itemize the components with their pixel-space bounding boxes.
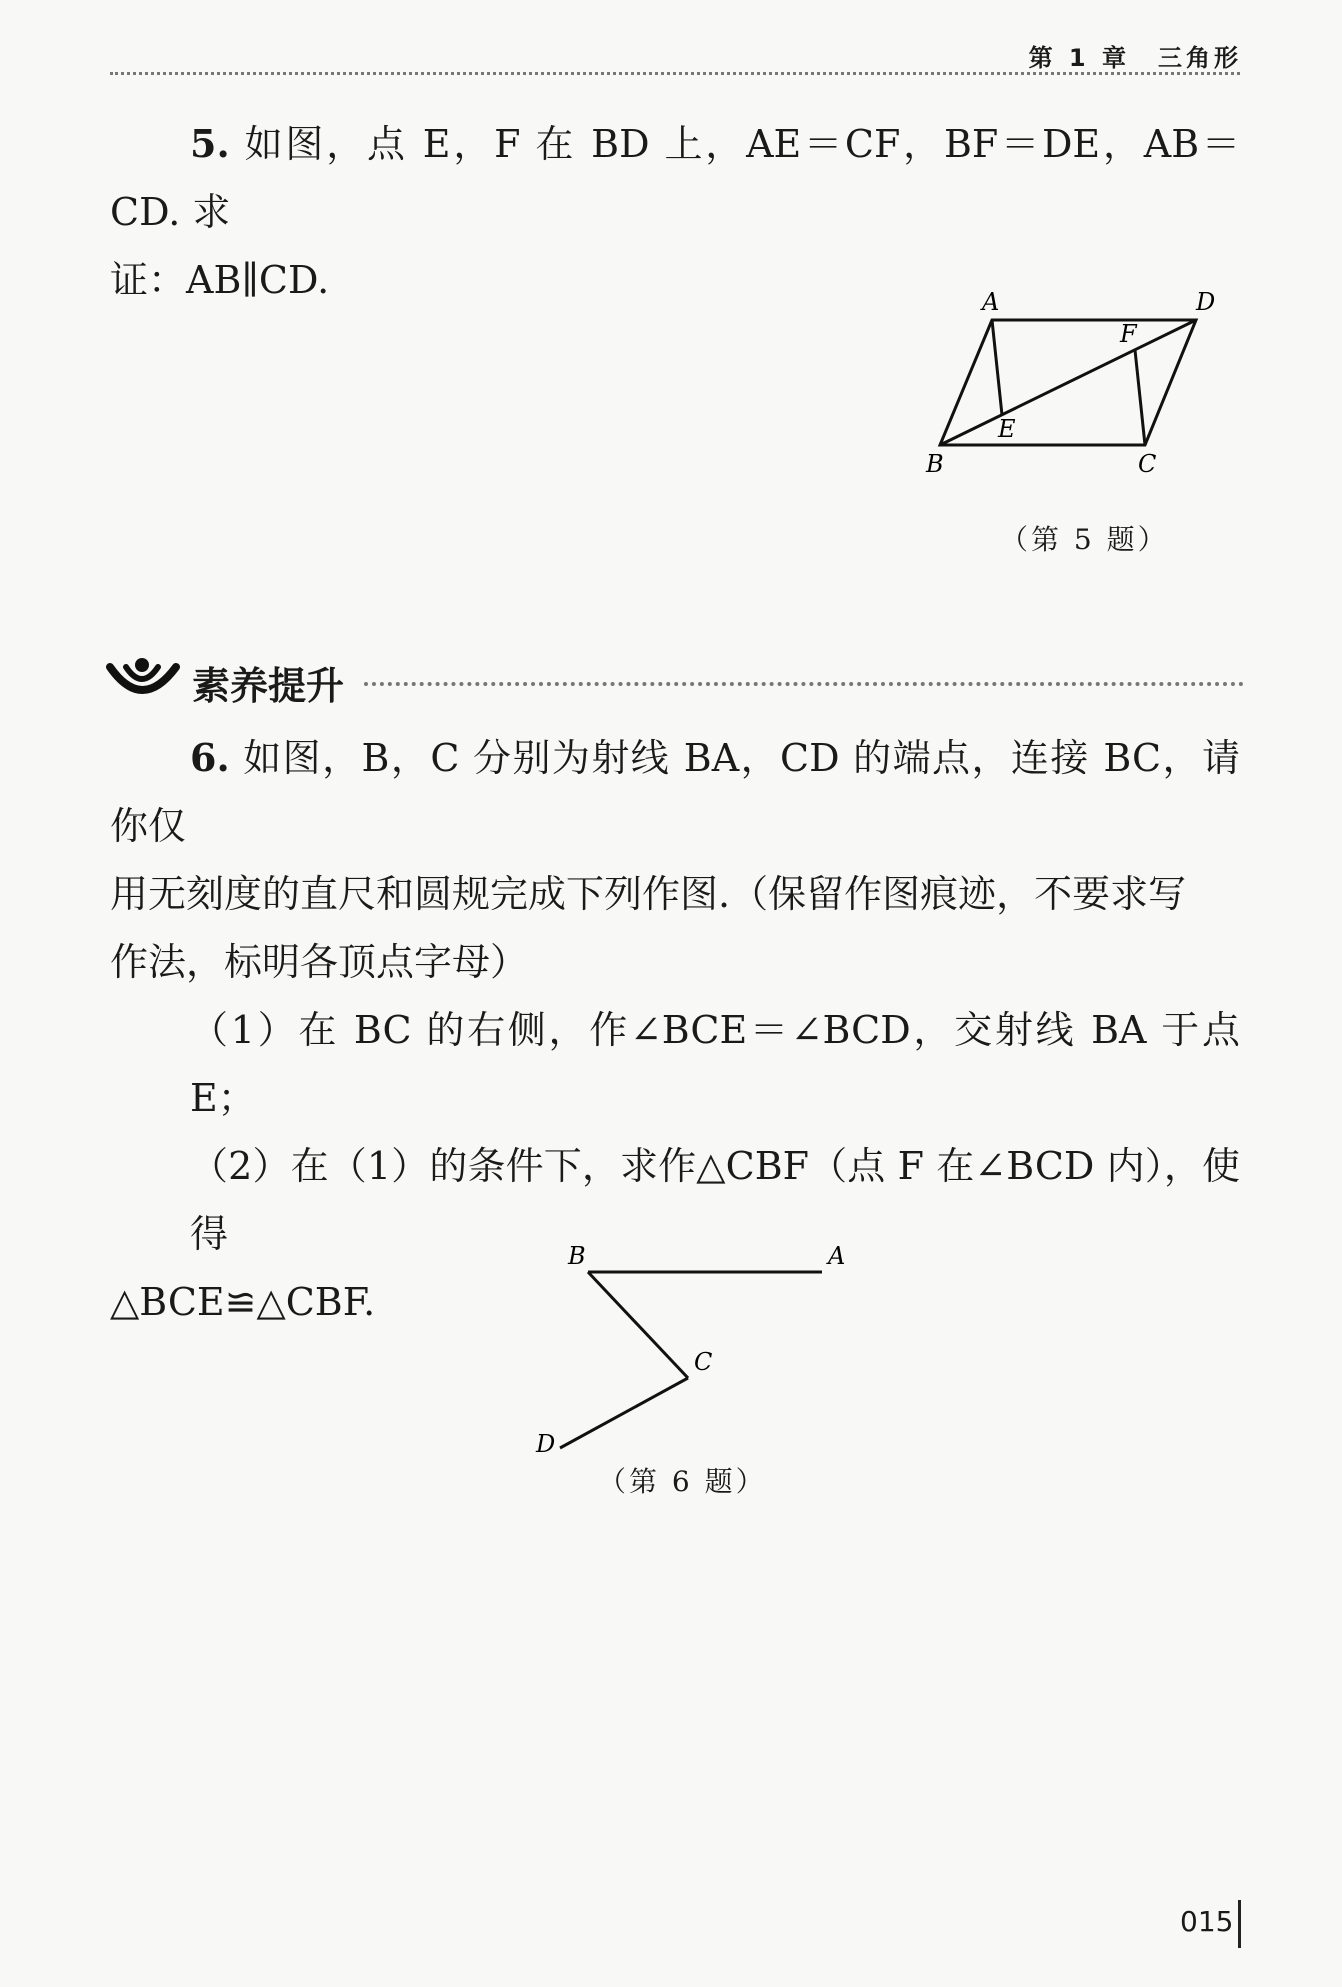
ray-cd [560,1378,688,1448]
label-c: C [1138,450,1157,478]
question-6-number: 6. [190,735,230,780]
page-number: 015 [1180,1905,1234,1938]
chapter-header: 第 1 章 三角形 [1028,44,1242,72]
section-title: 素养提升 [192,664,345,708]
eye-smile-icon [104,655,182,703]
label-d: D [1196,288,1216,316]
section-heading [104,655,1244,708]
figure-6 [520,1230,860,1460]
label-a: A [982,288,1000,316]
label-e: E [998,415,1016,443]
segment-bd [940,320,1196,445]
question-6-part-1: （1）在 BC 的右侧，作∠BCE＝∠BCD，交射线 BA 于点 E； [190,1008,1240,1120]
segment-bc [588,1272,688,1378]
question-5-number: 5. [190,121,230,166]
question-6-line-3: 作法，标明各顶点字母） [110,940,529,984]
header-rule [110,72,1240,75]
segment-cf [1135,350,1145,445]
label-a: A [828,1242,846,1270]
question-6-line-1: 如图，B，C 分别为射线 BA，CD 的端点，连接 BC，请你仅 [110,736,1240,848]
label-b: B [568,1242,586,1270]
label-f: F [1120,320,1137,348]
figure-6-caption: （第 6 题） [598,1465,767,1498]
question-6-line-2: 用无刻度的直尺和圆规完成下列作图.（保留作图痕迹，不要求写 [110,872,1187,916]
label-d: D [536,1430,556,1458]
figure-5 [900,280,1240,490]
question-5-line-1: 如图，点 E，F 在 BD 上，AE＝CF，BF＝DE，AB＝CD. 求 [110,122,1240,234]
section-dotted-rule [364,682,1244,686]
label-c: C [694,1348,713,1376]
segment-ae [992,320,1002,415]
question-6-line-6: △BCE≌△CBF. [110,1280,376,1324]
question-5-line-2: 证：AB∥CD. [110,258,330,302]
question-6-part-2: （2）在（1）的条件下，求作△CBF（点 F 在∠BCD 内），使得 [190,1144,1240,1256]
label-b: B [926,450,944,478]
page-number-bar [1238,1900,1241,1948]
figure-5-caption: （第 5 题） [1000,523,1169,556]
